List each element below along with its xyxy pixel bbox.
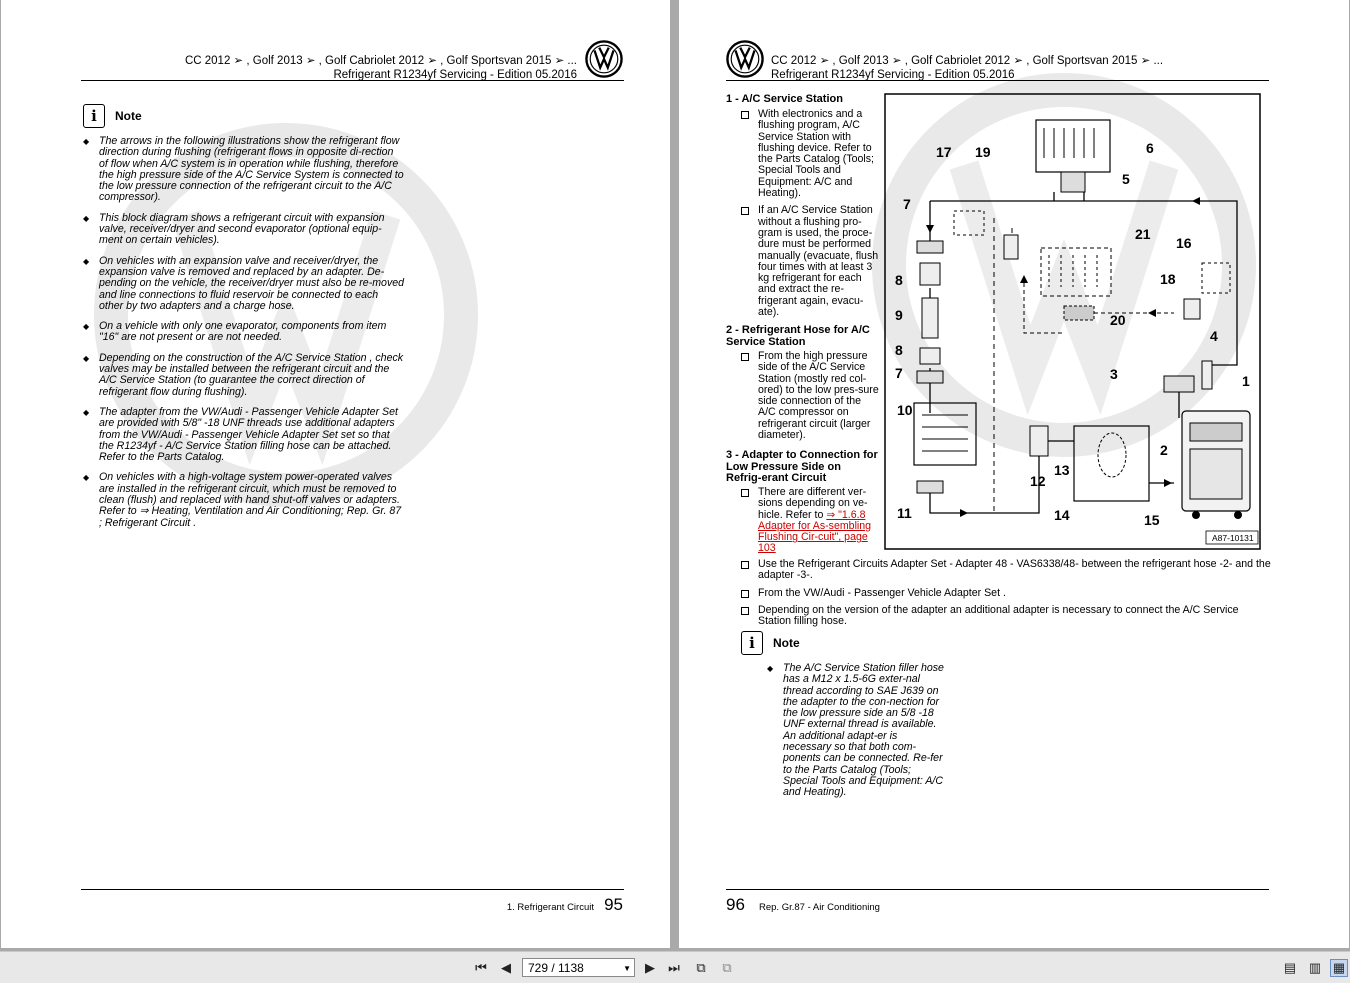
svg-text:15: 15 [1144,512,1160,528]
svg-text:9: 9 [895,307,903,323]
legend-item-1-title: 1 - A/C Service Station [726,93,843,105]
note-heading [83,104,142,128]
svg-text:16: 16 [1176,235,1192,251]
page-number: 95 [604,895,623,914]
svg-text:4: 4 [1210,328,1218,344]
legend-text: There are different ver-sions depending on ve-hicle. Refer to [758,486,868,521]
chevron-down-icon[interactable]: ▼ [623,964,631,973]
note-label: Note [115,109,142,123]
legend-item-2-title: 2 - Refrigerant Hose for A/C Service Station [726,324,870,348]
edition-title: Refrigerant R1234yf Servicing - Edition 05.2016 [771,69,1015,81]
note-bullet: ◆ On vehicles with an expansion valve and receiver/dryer, the expansion valve is removed and replaced by an adapter. De-pending on the vehicle, the receiver/dryer must also be re-moved and line connections to fluid reservoir be connected to each other by two adapters and a charge hose. [83,256,405,312]
cross-reference-link[interactable]: ⇒ "1.6.8 Adapter for As-sembling Flushing Cir-cuit", page 103 [758,508,872,555]
two-page-view-icon[interactable]: ▦ [1330,959,1348,977]
svg-text:20: 20 [1110,312,1126,328]
page-indicator: 729 / 1138 [528,961,584,975]
svg-text:1: 1 [1242,373,1250,389]
vw-logo-icon [585,40,623,78]
legend-checkbox-item: If an A/C Service Station without a flushing pro-gram is used, the proce-dure must be performed manually (evacuate, flush four times with at least 3 kg refrigerant for each and extract the re-frigerant again, evacu-ate). [739,205,879,318]
svg-text:12: 12 [1030,473,1046,489]
footer-chapter: Rep. Gr.87 - Air Conditioning [759,902,880,913]
note-bullet: ◆ Depending on the construction of the A/C Service Station , check valves may be installed between the refrigerant circuit and the A/C Service Station (to guarantee the correct direction of refrigerant flow during flushing). [83,353,405,398]
info-icon: i [83,104,105,128]
info-icon: i [741,631,763,655]
legend-checkbox-item: Use the Refrigerant Circuits Adapter Set - Adapter 48 - VAS6338/48- between the refrigerant hose -2- and the adapter -3-. [739,559,1271,582]
legend-item-3-title: 3 - Adapter to Connection for Low Pressure Side on Refrig-erant Circuit [726,449,878,484]
note-bullet: ◆ The A/C Service Station filler hose has a M12 x 1.5-6G exter-nal thread according to SAE J639 on the adapter to the con-nection for the low pressure side an 5/8 -18 UNF external thread is available. An additional adapt-er is necessary so that both com-ponents can be connected. Re-fer to the Parts Catalog (Tools; Special Tools and Equipment: A/C and Heating). [767,663,947,799]
svg-text:10: 10 [897,402,913,418]
last-page-icon[interactable]: ⏭ [668,960,680,975]
document-page-right [679,0,1349,948]
single-page-view-icon[interactable]: ▤ [1283,960,1297,975]
note-label: Note [773,636,800,650]
note-bullet-list [767,663,947,808]
legend-checkbox-item: Depending on the version of the adapter an additional adapter is necessary to connect the A/C Service Station filling hose. [739,605,1271,628]
footer-rule [726,889,1269,890]
first-page-icon[interactable]: ⏮ [475,960,487,975]
svg-text:3: 3 [1110,366,1118,382]
note-bullet: ◆ The adapter from the VW/Audi - Passenger Vehicle Adapter Set are provided with 5/8" -18 UNF threads use additional adapters from the VW/Audi - Passenger Vehicle Adapter Set set so that the R1234yf - A/C Service Station filling hose can be attached. Refer to the Parts Catalog. [83,407,405,463]
svg-text:7: 7 [903,196,911,212]
edition-title: Refrigerant R1234yf Servicing - Edition 05.2016 [333,69,577,81]
svg-text:18: 18 [1160,271,1176,287]
svg-text:13: 13 [1054,462,1070,478]
vw-logo-icon [726,40,764,78]
note-heading [741,631,800,655]
svg-text:5: 5 [1122,171,1130,187]
page-number: 96 [726,895,745,914]
breadcrumb: CC 2012 ➢ , Golf 2013 ➢ , Golf Cabriolet 2012 ➢ , Golf Sportsvan 2015 ➢ ... [771,55,1164,67]
note-bullet: ◆ On a vehicle with only one evaporator, components from item "16" are not present or are not needed. [83,321,405,344]
fit-width-icon[interactable]: ⧉ [722,960,732,975]
svg-text:7: 7 [895,365,903,381]
svg-text:17: 17 [936,144,952,160]
svg-text:6: 6 [1146,140,1154,156]
figure-code: A87-10131 [1212,533,1254,543]
svg-text:8: 8 [895,272,903,288]
header-rule [726,80,1269,81]
svg-text:21: 21 [1135,226,1151,242]
document-page-left [1,0,670,948]
page-number-input[interactable] [522,958,635,977]
fit-page-icon[interactable]: ⧉ [696,960,706,975]
note-bullet: ◆ This block diagram shows a refrigerant circuit with expansion valve, receiver/dryer and second evaporator (optional equip-ment on certain vehicles). [83,213,405,247]
legend-item-3-list [739,487,879,561]
flushing-circuit-diagram [884,93,1262,551]
next-page-icon[interactable]: ▶ [645,960,655,975]
legend-checkbox-item: With electronics and a flushing program, A/C Service Station with flushing device. Refer to the Parts Catalog (Tools; Special Tools and Equipment: A/C and Heating). [739,109,879,199]
footer-chapter: 1. Refrigerant Circuit [506,902,594,913]
svg-text:14: 14 [1054,507,1070,523]
legend-checkbox-item: From the VW/Audi - Passenger Vehicle Adapter Set . [739,588,1271,599]
header-rule [81,80,624,81]
continuous-view-icon[interactable]: ▥ [1308,960,1322,975]
legend-item-2-list [739,351,879,447]
svg-text:8: 8 [895,342,903,358]
legend-checkbox-item [739,487,879,555]
svg-text:19: 19 [975,144,991,160]
legend-wide-list [739,559,1271,633]
note-bullet: ◆ On vehicles with a high-voltage system power-operated valves are installed in the refrigerant circuit, which must be removed to clean (flush) and replaced with hand shut-off valves or adapters. Refer to ⇒ Heating, Ventilation and Air Conditioning; Rep. Gr. 87 ; Refrigerant Circuit . [83,472,405,528]
legend-checkbox-item: From the high pressure side of the A/C Service Station (mostly red col-ored) to the low pres-sure side connection of the A/C compressor on refrigerant circuit (larger diameter). [739,351,879,441]
breadcrumb: CC 2012 ➢ , Golf 2013 ➢ , Golf Cabriolet 2012 ➢ , Golf Sportsvan 2015 ➢ ... [184,55,577,67]
viewer-toolbar [0,951,1350,983]
svg-text:11: 11 [897,505,912,521]
note-bullet: ◆ The arrows in the following illustrations show the refrigerant flow direction during flushing (refrigerant flows in opposite di-rection of flow when A/C system is in operation while flushing, therefore the high pressure side of the A/C Service System is connected to the low pressure connection of the refrigerant circuit to the A/C compressor). [83,136,405,204]
footer-rule [81,889,624,890]
note-bullet-list [83,136,405,538]
prev-page-icon[interactable]: ◀ [501,960,511,975]
svg-text:2: 2 [1160,442,1168,458]
legend-item-1-list [739,109,879,324]
